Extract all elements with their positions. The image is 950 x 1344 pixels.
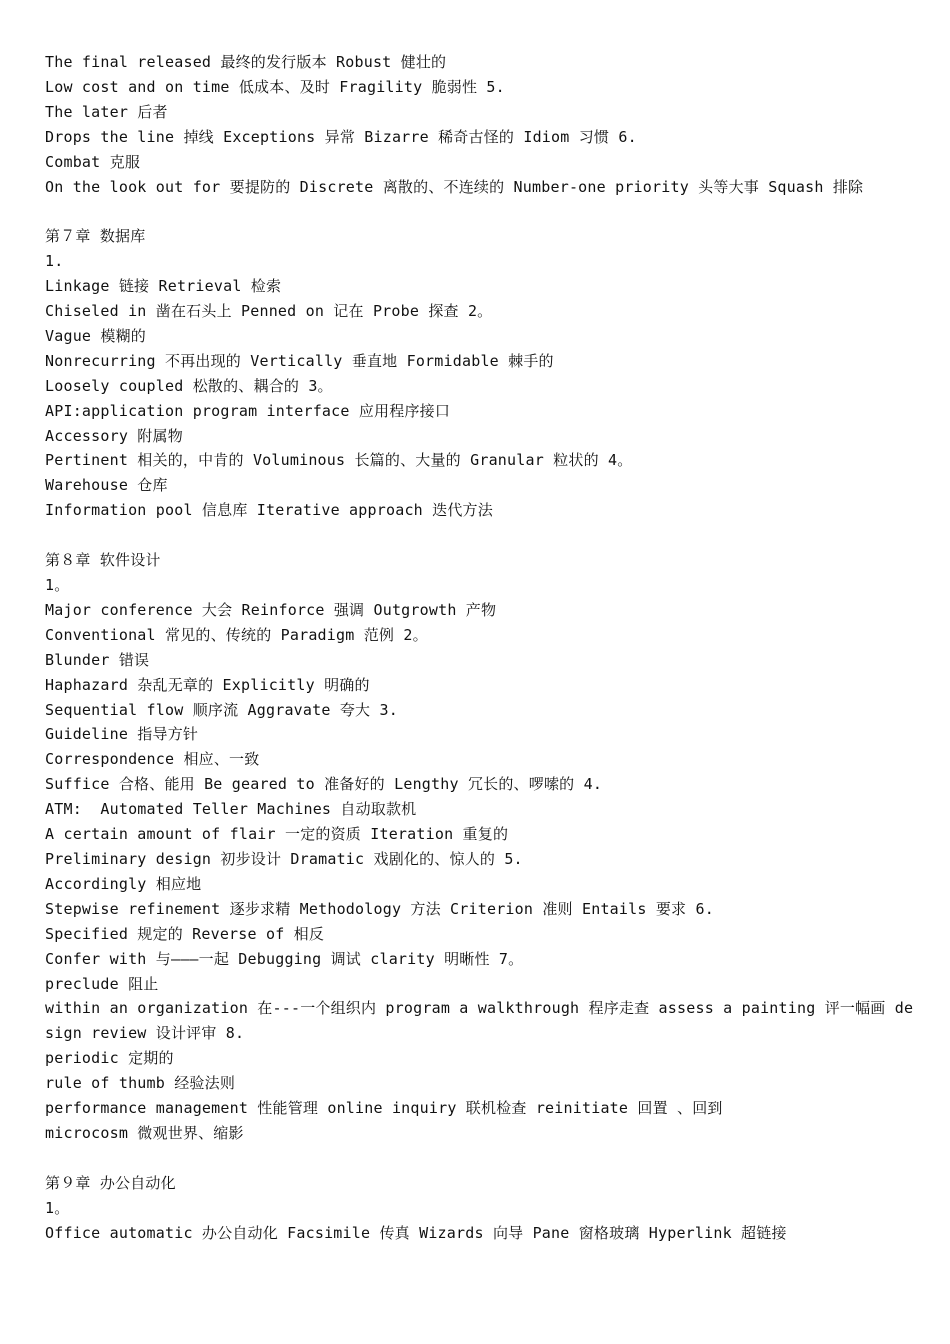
vocab-line: Correspondence 相应、一致 — [45, 750, 260, 769]
vocab-line: performance management 性能管理 online inquiry 联机检查 reinitiate 回置 、回到 — [45, 1099, 723, 1118]
chapter-8-section — [45, 548, 915, 1146]
vocab-line: The later 后者 — [45, 102, 168, 121]
spacer — [45, 1146, 915, 1171]
vocab-line: Nonrecurring 不再出现的 Vertically 垂直地 Formidable 棘手的 — [45, 351, 554, 370]
vocab-line: periodic 定期的 — [45, 1049, 174, 1068]
chapter-8-heading: 第８章 软件设计 — [45, 551, 161, 570]
vocab-line: A certain amount of flair 一定的资质 Iteration 重复的 — [45, 825, 509, 844]
vocab-line: Specified 规定的 Reverse of 相反 — [45, 924, 325, 943]
vocab-line: Preliminary design 初步设计 Dramatic 戏剧化的、惊人的 5. — [45, 849, 523, 868]
vocab-line: Accessory 附属物 — [45, 426, 183, 445]
vocab-line: Major conference 大会 Reinforce 强调 Outgrowth 产物 — [45, 600, 497, 619]
vocab-line: Sequential flow 顺序流 Aggravate 夸大 3. — [45, 700, 398, 719]
vocab-section-continued — [45, 50, 915, 199]
vocab-line: Chiseled in 凿在石头上 Penned on 记在 Probe 探查 2。 — [45, 302, 493, 321]
vocab-line: microcosm 微观世界、缩影 — [45, 1123, 244, 1142]
vocab-line: Vague 模糊的 — [45, 326, 146, 345]
vocab-line: preclude 阻止 — [45, 974, 159, 993]
chapter-7-heading: 第７章 数据库 — [45, 227, 146, 246]
chapter-7-section — [45, 224, 915, 523]
vocab-line: Linkage 链接 Retrieval 检索 — [45, 277, 282, 296]
vocab-line: Guideline 指导方针 — [45, 725, 199, 744]
vocab-line: The final released 最终的发行版本 Robust 健壮的 — [45, 53, 447, 71]
vocab-line: Warehouse 仓库 — [45, 476, 168, 495]
vocab-line: Suffice 合格、能用 Be geared to 准备好的 Lengthy 冗长的、啰嗦的 4. — [45, 775, 603, 794]
vocab-line: Accordingly 相应地 — [45, 874, 202, 893]
vocab-line: ATM: Automated Teller Machines 自动取款机 — [45, 800, 417, 819]
vocab-line: Haphazard 杂乱无章的 Explicitly 明确的 — [45, 675, 370, 694]
vocab-line: rule of thumb 经验法则 — [45, 1074, 236, 1093]
vocab-line: Confer with 与———一起 Debugging 调试 clarity 明晰性 7。 — [45, 949, 524, 968]
vocab-line: Combat 克服 — [45, 152, 141, 171]
spacer — [45, 199, 915, 224]
vocab-line: API:application program interface 应用程序接口 — [45, 401, 451, 420]
chapter-9-section — [45, 1171, 915, 1246]
vocab-line: Pertinent 相关的，中肯的 Voluminous 长篇的、大量的 Granular 粒状的 4。 — [45, 451, 633, 470]
chapter-9-heading: 第９章 办公自动化 — [45, 1173, 176, 1192]
vocab-line: Conventional 常见的、传统的 Paradigm 范例 2。 — [45, 625, 428, 644]
vocab-line: 1。 — [45, 1198, 70, 1217]
vocab-line: Low cost and on time 低成本、及时 Fragility 脆弱性 5. — [45, 77, 505, 96]
vocab-line: Information pool 信息库 Iterative approach 迭代方法 — [45, 501, 493, 520]
vocab-line: Stepwise refinement 逐步求精 Methodology 方法 Criterion 准则 Entails 要求 6. — [45, 899, 714, 918]
spacer — [45, 523, 915, 548]
vocab-line: Loosely coupled 松散的、耦合的 3。 — [45, 376, 333, 395]
vocab-line: within an organization 在---一个组织内 program a walkthrough 程序走查 assess a painting 评一幅画 design review 设计评审 8. — [45, 999, 914, 1043]
vocab-line: Drops the line 掉线 Exceptions 异常 Bizarre 稀奇古怪的 Idiom 习惯 6. — [45, 127, 637, 146]
vocab-line: 1. — [45, 252, 64, 271]
vocab-line: Blunder 错误 — [45, 650, 150, 669]
document-page — [45, 50, 915, 1245]
vocab-line: On the look out for 要提防的 Discrete 离散的、不连续的 Number-one priority 头等大事 Squash 排除 — [45, 177, 864, 196]
vocab-line: 1。 — [45, 576, 70, 594]
vocab-line: Office automatic 办公自动化 Facsimile 传真 Wizards 向导 Pane 窗格玻璃 Hyperlink 超链接 — [45, 1223, 787, 1242]
